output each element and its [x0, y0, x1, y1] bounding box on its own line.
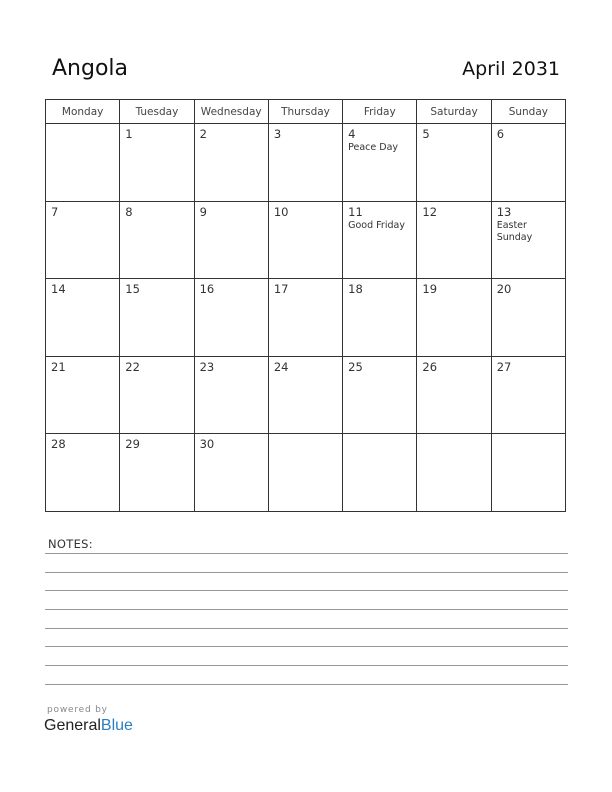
weekday-header: Thursday: [268, 100, 342, 124]
day-number: 6: [496, 127, 505, 141]
note-line: [45, 646, 568, 647]
day-number: 17: [273, 282, 289, 297]
day-number: 9: [199, 204, 207, 219]
day-cell: [417, 279, 491, 357]
day-number: 15: [125, 282, 140, 297]
day-cell: [343, 356, 417, 434]
weekday-header: Monday: [46, 100, 120, 124]
day-cell: [120, 279, 194, 357]
day-number: 24: [273, 359, 289, 374]
holiday-label: Good Friday: [348, 219, 405, 231]
day-number: 2: [199, 127, 207, 141]
holiday-label: Easter Sunday: [496, 219, 533, 243]
holiday-label: Peace Day: [348, 142, 399, 153]
weekday-header: Tuesday: [120, 100, 194, 124]
day-number: 14: [51, 282, 66, 297]
day-number: 19: [422, 282, 438, 297]
note-line: [45, 684, 568, 685]
weekday-header: Saturday: [417, 100, 491, 124]
note-line: [45, 553, 568, 554]
day-number: 8: [125, 204, 133, 219]
day-cell: [194, 124, 268, 202]
day-cell: [46, 434, 120, 512]
day-number: 1: [125, 127, 133, 141]
day-number: 28: [51, 437, 66, 452]
day-cell: [268, 124, 342, 202]
day-cell: [46, 124, 120, 202]
day-cell: [417, 356, 491, 434]
week-row: [46, 124, 566, 202]
calendar-body: [46, 124, 566, 512]
note-line: [45, 665, 568, 666]
day-cell: [343, 124, 417, 202]
day-cell: [343, 279, 417, 357]
day-cell: [120, 434, 194, 512]
week-row: [46, 434, 566, 512]
week-row: [46, 279, 566, 357]
day-cell: [417, 124, 491, 202]
day-cell: [194, 279, 268, 357]
note-line: [45, 628, 568, 629]
week-row: [46, 356, 566, 434]
day-number: 5: [422, 127, 430, 141]
weekday-header-row: [46, 100, 566, 124]
day-cell: [268, 279, 342, 357]
day-cell: [491, 356, 565, 434]
day-cell: [491, 201, 565, 279]
day-cell: [120, 201, 194, 279]
country-title: Angola: [52, 56, 129, 81]
day-number: 7: [51, 204, 59, 219]
note-line: [45, 609, 568, 610]
notes-label: NOTES:: [48, 537, 93, 551]
brand-blue: Blue: [100, 717, 133, 734]
powered-by-text: powered by: [47, 705, 108, 715]
note-line: [45, 590, 568, 591]
day-number: 4: [348, 127, 356, 141]
day-number: 16: [199, 282, 215, 297]
day-cell: [343, 201, 417, 279]
weekday-header: Sunday: [491, 100, 565, 124]
day-number: 13: [496, 204, 512, 219]
day-cell: [268, 201, 342, 279]
day-number: 20: [496, 282, 512, 297]
day-number: 10: [273, 204, 289, 219]
day-number: 29: [125, 437, 140, 452]
brand-general: General: [44, 717, 101, 734]
day-number: 23: [199, 359, 215, 374]
day-cell: [343, 434, 417, 512]
note-line: [45, 572, 568, 573]
day-number: 21: [51, 359, 66, 374]
day-cell: [120, 356, 194, 434]
day-number: 30: [199, 437, 215, 452]
day-cell: [194, 201, 268, 279]
day-cell: [491, 434, 565, 512]
day-cell: [417, 201, 491, 279]
day-number: 12: [422, 204, 438, 219]
day-cell: [46, 279, 120, 357]
day-cell: [268, 434, 342, 512]
brand-logo[interactable]: [44, 717, 133, 735]
calendar-grid: [45, 99, 566, 512]
day-cell: [491, 124, 565, 202]
day-cell: [417, 434, 491, 512]
day-cell: [46, 201, 120, 279]
day-number: 27: [496, 359, 512, 374]
day-number: 3: [273, 127, 282, 141]
day-cell: [491, 279, 565, 357]
day-number: 22: [125, 359, 140, 374]
weekday-header: Friday: [343, 100, 417, 124]
day-number: 25: [348, 359, 363, 374]
day-cell: [46, 356, 120, 434]
month-year-title: April 2031: [462, 58, 560, 80]
day-cell: [268, 356, 342, 434]
week-row: [46, 201, 566, 279]
day-number: 18: [348, 282, 363, 297]
day-cell: [194, 434, 268, 512]
day-number: 26: [422, 359, 438, 374]
day-cell: [120, 124, 194, 202]
day-number: 11: [348, 204, 363, 219]
weekday-header: Wednesday: [194, 100, 268, 124]
day-cell: [194, 356, 268, 434]
